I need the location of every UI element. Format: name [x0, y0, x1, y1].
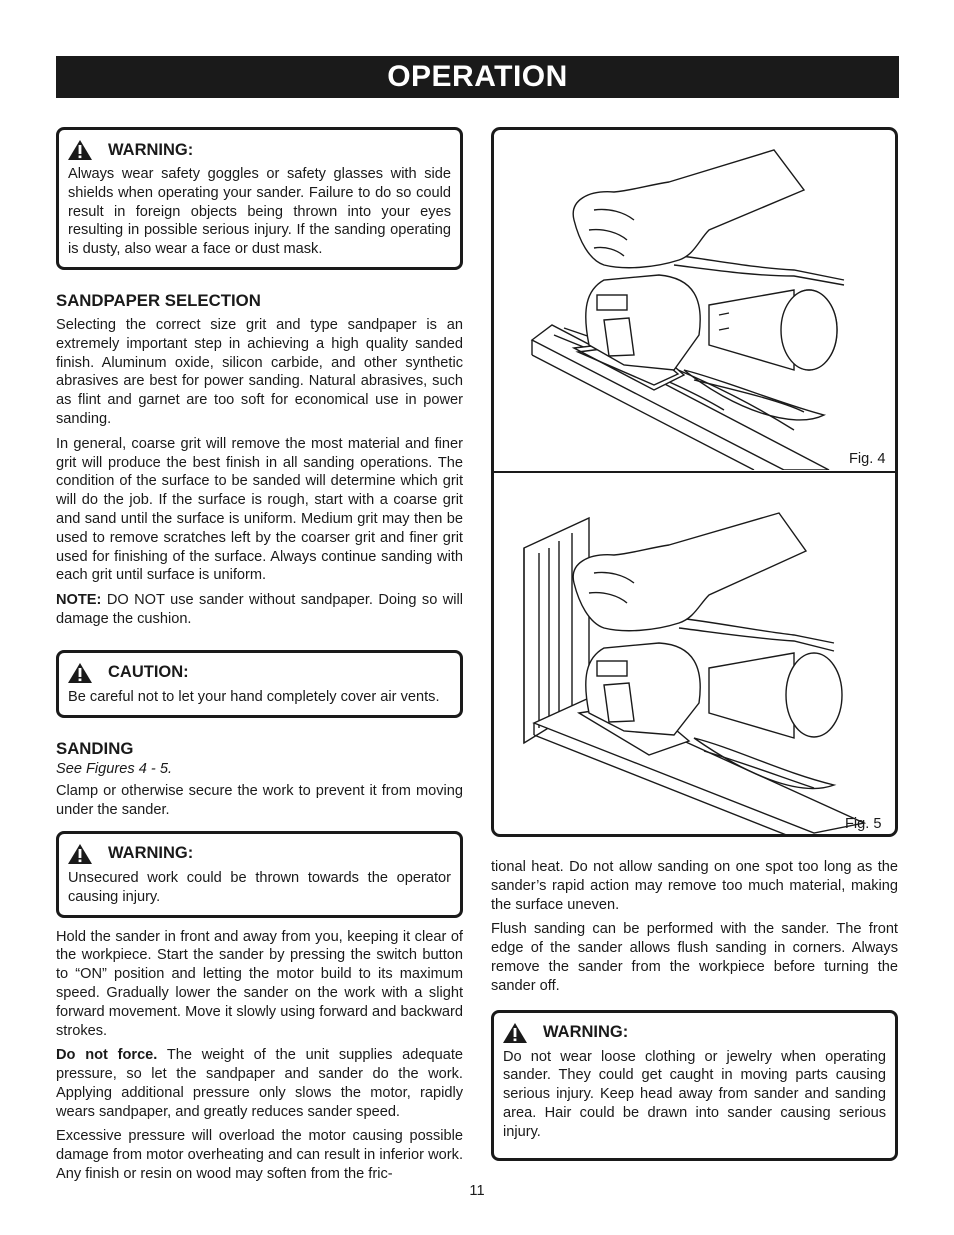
force-text: The weight of the unit supplies adequate pressure, so let the sandpaper and sander do the work. Applying additional pressure only slows the motor, rapidly wears sandpaper, and greatly reduces sander speed.: [56, 1047, 463, 1120]
warning-text: Always wear safety goggles or safety glasses with side shields when operating your sander. Failure to do so could result in foreign objects being thrown into your eyes resulting in possible serious injury. If the sanding operating is dusty, also wear a face or dust mask.: [68, 166, 451, 258]
paragraph: Selecting the correct size grit and type sandpaper is an extremely important step in achieving a high quality sanded finish. Aluminum oxide, silicon carbide, and other synthetic abrasives are best for power sanding. Natural abrasives, such as flint and garnet are too soft for economical use in power sanding.: [56, 316, 463, 427]
caution-title: CAUTION:: [108, 663, 189, 682]
note-text: DO NOT use sander without sandpaper. Doing so will damage the cushion.: [56, 592, 463, 627]
warning-triangle-icon: [503, 1023, 527, 1043]
caution-box-air-vents: [56, 650, 463, 718]
figure-panel: [491, 127, 898, 837]
paragraph: tional heat. Do not allow sanding on one spot too long as the sander’s rapid action may remove too much material, making the surface uneven.: [491, 859, 898, 913]
page-title: OPERATION: [56, 56, 899, 98]
force-label: Do not force.: [56, 1047, 158, 1064]
section-heading-sanding: SANDING: [56, 738, 134, 758]
sander-illustration-fig5: [494, 473, 895, 837]
warning-box-safety-goggles: [56, 127, 463, 270]
figure-reference: See Figures 4 - 5.: [56, 760, 172, 777]
note-paragraph: [56, 591, 463, 629]
warning-box-unsecured-work: [56, 831, 463, 918]
warning-title: WARNING:: [543, 1023, 629, 1042]
warning-triangle-icon: [68, 140, 92, 160]
warning-triangle-icon: [68, 844, 92, 864]
paragraph: [56, 1046, 463, 1121]
warning-triangle-icon: [68, 663, 92, 683]
paragraph: In general, coarse grit will remove the most material and finer grit will produce the best finish in all sanding operations. The condition of the surface to be sanded will determine which grit will do the job. If the surface is rough, start with a coarse grit and sand until the surface is uniform. Medium grit may then be used to remove scratches left by the coarser grit and finer grit used for finishing of the surface. Always continue sanding with each grit until surface is uniform.: [56, 435, 463, 584]
paragraph: Flush sanding can be performed with the sander. The front edge of the sander allows flush sanding in corners. Always remove the sander from the workpiece before turning the sander off.: [491, 921, 898, 994]
page-number: 11: [469, 1183, 485, 1199]
warning-text: Do not wear loose clothing or jewelry when operating sander. They could get caught in moving parts causing serious injury. Keep head away from sander and sanding area. Hair could be drawn into sander causing serious injury.: [503, 1048, 886, 1140]
paragraph: Excessive pressure will overload the motor causing possible damage from motor overheating and can result in inferior work. Any finish or resin on wood may soften from the fric-: [56, 1128, 463, 1183]
caution-text: Be careful not to let your hand completely cover air vents.: [68, 688, 440, 705]
sander-illustration-fig4: [494, 130, 895, 470]
paragraph: Hold the sander in front and away from you, keeping it clear of the workpiece. Start the sander by pressing the switch button to “ON” position and letting the motor build to its maximum speed. Gradually lower the sander on the work with a slight forward movement. Move it slowly using forward and backward strokes.: [56, 928, 463, 1039]
warning-title: WARNING:: [108, 844, 194, 863]
section-heading-sandpaper: SANDPAPER SELECTION: [56, 290, 261, 310]
left-column: [56, 127, 463, 1184]
figure-caption: Fig. 5: [845, 816, 882, 832]
warning-title: WARNING:: [108, 140, 194, 159]
paragraph: Clamp or otherwise secure the work to prevent it from moving under the sander.: [56, 783, 463, 819]
figure-caption: Fig. 4: [849, 451, 886, 467]
warning-text: Unsecured work could be thrown towards the operator causing injury.: [68, 869, 451, 905]
warning-box-loose-clothing: [491, 1010, 898, 1161]
right-column: [491, 858, 898, 1161]
note-label: NOTE:: [56, 592, 102, 609]
